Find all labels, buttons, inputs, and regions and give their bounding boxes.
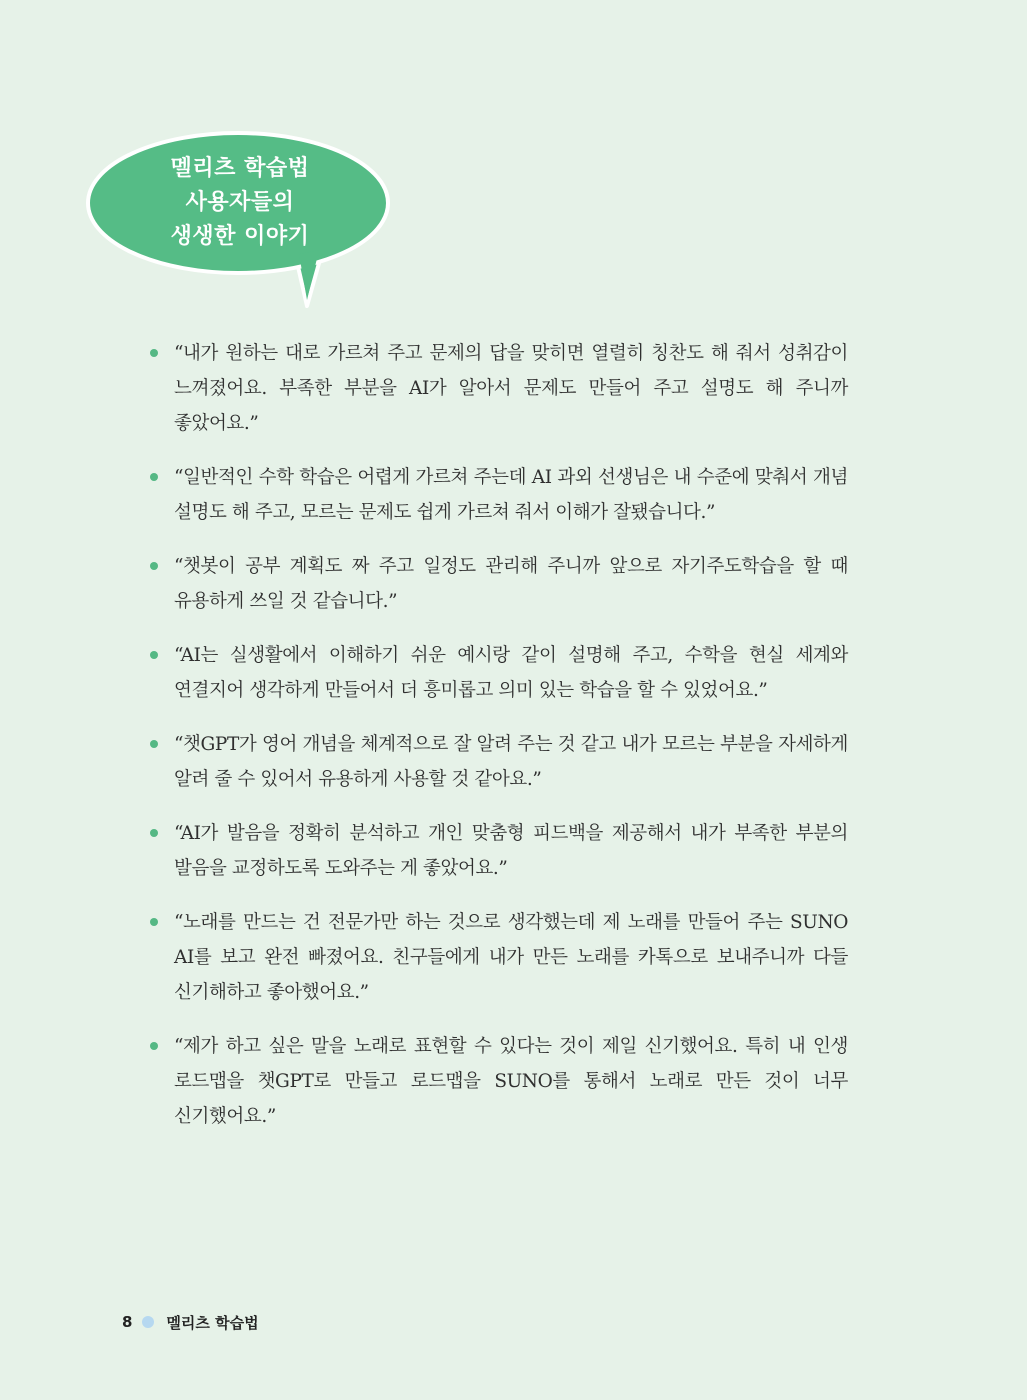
callout-title-line-3: 생생한 이야기 <box>170 224 310 249</box>
page-number: 8 <box>122 1313 133 1331</box>
bullet-dot-icon <box>150 740 158 748</box>
testimonial-item <box>148 336 848 441</box>
testimonial-text: “챗봇이 공부 계획도 짜 주고 일정도 관리해 주니까 앞으로 자기주도학습을 할 때 유용하게 쓰일 것 같습니다.” <box>174 556 848 612</box>
testimonial-item <box>148 549 848 619</box>
bullet-dot-icon <box>150 1042 158 1050</box>
page-footer <box>122 1310 259 1334</box>
bullet-dot-icon <box>150 562 158 570</box>
testimonial-item <box>148 638 848 708</box>
bullet-dot-icon <box>150 829 158 837</box>
testimonial-list <box>148 336 848 1153</box>
bullet-dot-icon <box>150 473 158 481</box>
callout-title-line-1: 멜리츠 학습법 <box>170 156 310 181</box>
testimonial-text: “AI가 발음을 정확히 분석하고 개인 맞춤형 피드백을 제공해서 내가 부족한 부분의 발음을 교정하도록 도와주는 게 좋았어요.” <box>174 823 848 879</box>
bullet-dot-icon <box>150 918 158 926</box>
testimonial-text: “내가 원하는 대로 가르쳐 주고 문제의 답을 맞히면 열렬히 칭찬도 해 줘서 성취감이 느껴졌어요. 부족한 부분을 AI가 알아서 문제도 만들어 주고 설명도 해 주니까 좋았어요.” <box>174 343 848 434</box>
testimonial-text: “AI는 실생활에서 이해하기 쉬운 예시랑 같이 설명해 주고, 수학을 현실 세계와 연결지어 생각하게 만들어서 더 흥미롭고 의미 있는 학습을 할 수 있었어요.” <box>174 645 848 701</box>
footer-dot-icon <box>142 1316 154 1328</box>
bullet-dot-icon <box>150 651 158 659</box>
testimonial-text: “노래를 만드는 건 전문가만 하는 것으로 생각했는데 제 노래를 만들어 주는 SUNO AI를 보고 완전 빠졌어요. 친구들에게 내가 만든 노래를 카톡으로 보내주니까 다들 신기해하고 좋아했어요.” <box>174 912 848 1003</box>
testimonial-text: “제가 하고 싶은 말을 노래로 표현할 수 있다는 것이 제일 신기했어요. 특히 내 인생 로드맵을 챗GPT로 만들고 로드맵을 SUNO를 통해서 노래로 만든 것이 너무 신기했어요.” <box>174 1036 848 1127</box>
testimonial-item <box>148 460 848 530</box>
running-title: 멜리츠 학습법 <box>166 1313 259 1332</box>
testimonial-item <box>148 816 848 886</box>
testimonial-item <box>148 905 848 1010</box>
callout-title-line-2: 사용자들의 <box>185 190 295 215</box>
speech-bubble-callout <box>85 130 395 315</box>
testimonial-item <box>148 727 848 797</box>
testimonial-text: “챗GPT가 영어 개념을 체계적으로 잘 알려 주는 것 같고 내가 모르는 부분을 자세하게 알려 줄 수 있어서 유용하게 사용할 것 같아요.” <box>174 734 848 790</box>
callout-title <box>85 152 395 254</box>
bullet-dot-icon <box>150 349 158 357</box>
testimonial-item <box>148 1029 848 1134</box>
testimonial-text: “일반적인 수학 학습은 어렵게 가르쳐 주는데 AI 과외 선생님은 내 수준에 맞춰서 개념 설명도 해 주고, 모르는 문제도 쉽게 가르쳐 줘서 이해가 잘됐습니다.” <box>174 467 848 523</box>
